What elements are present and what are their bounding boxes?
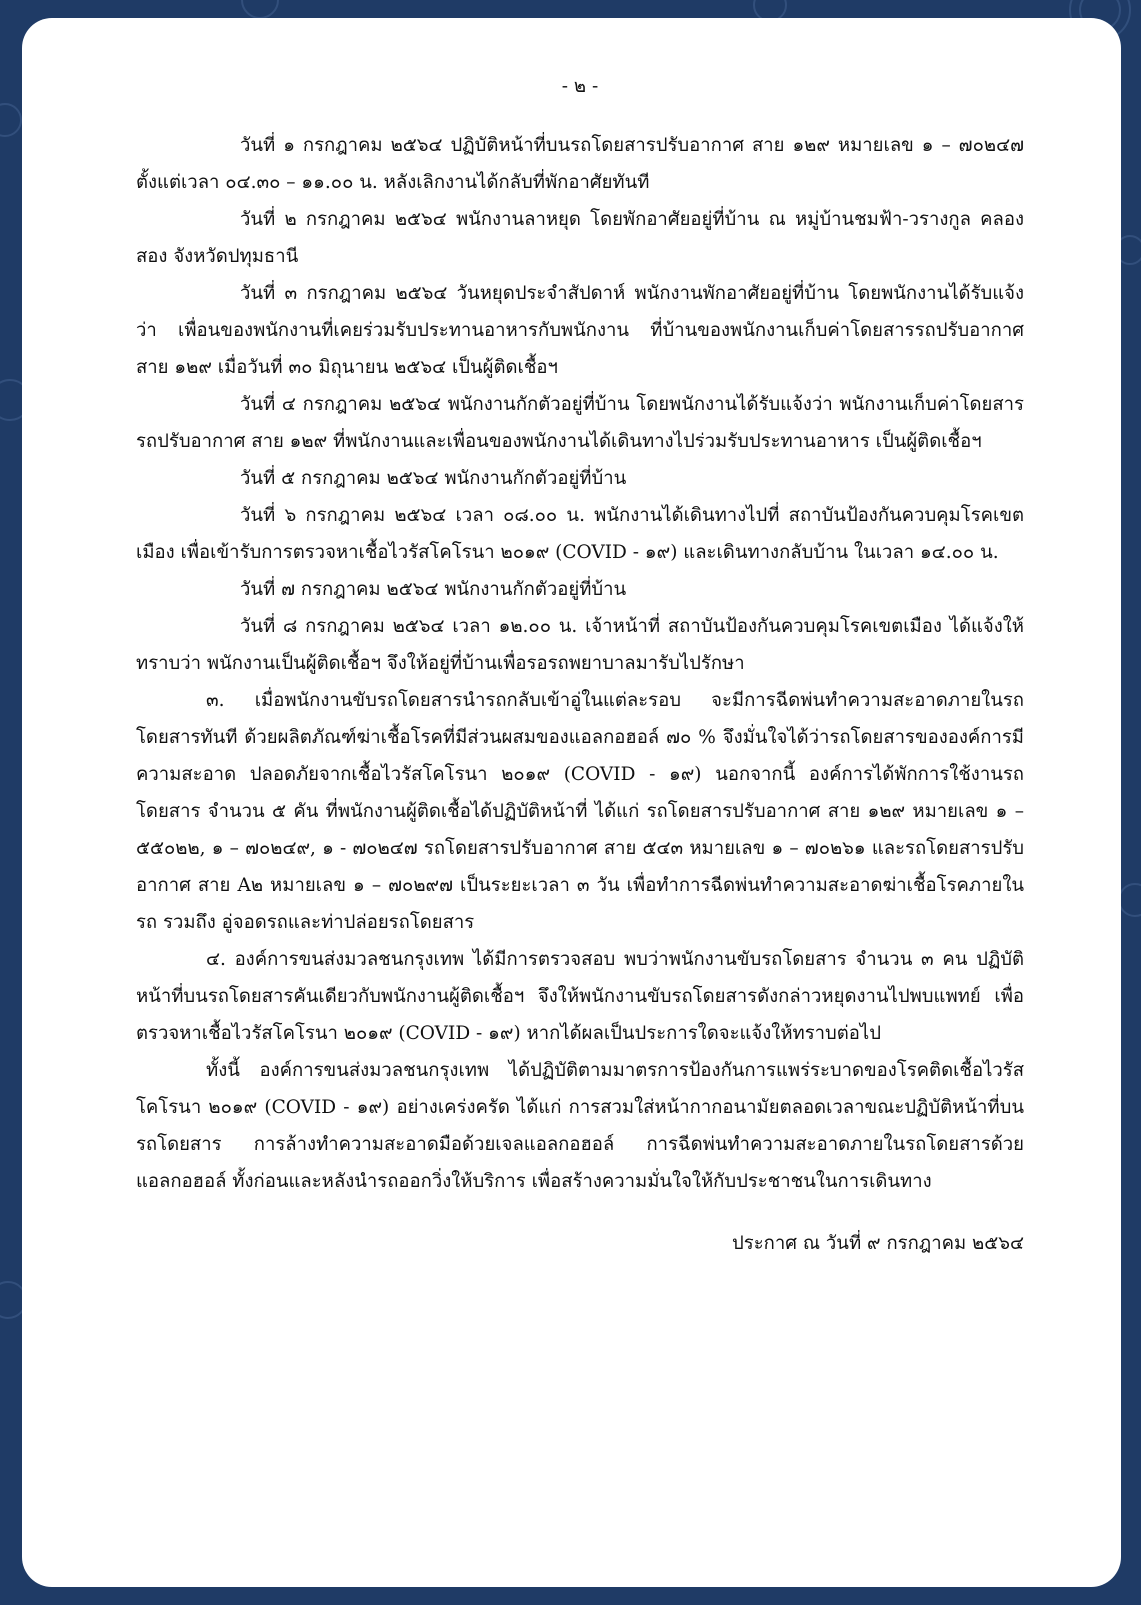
document-body [136,68,1024,1262]
timeline-entry-7: วันที่ ๗ กรกฎาคม ๒๕๖๔ พนักงานกักตัวอยู่ที่บ้าน [240,579,627,600]
timeline-entry-5: วันที่ ๕ กรกฎาคม ๒๕๖๔ พนักงานกักตัวอยู่ที่บ้าน [240,468,627,489]
announcement-date: ประกาศ ณ วันที่ ๙ กรกฎาคม ๒๕๖๔ [732,1233,1024,1254]
document-page [22,18,1121,1587]
timeline-entry-4: วันที่ ๔ กรกฎาคม ๒๕๖๔ พนักงานกักตัวอยู่ที่บ้าน โดยพนักงานได้รับแจ้งว่า พนักงานเก็บค่าโดยสารรถปรับอากาศ สาย ๑๒๙ ที่พนักงานและเพื่อนของพนักงานได้เดินทางไปร่วมรับประทานอาหาร เป็นผู้ติดเชื้อฯ [136,394,1024,452]
timeline-entry-8: วันที่ ๘ กรกฎาคม ๒๕๖๔ เวลา ๑๒.๐๐ น. เจ้าหน้าที่ สถาบันป้องกันควบคุมโรคเขตเมือง ได้แจ้งให้ทราบว่า พนักงานเป็นผู้ติดเชื้อฯ จึงให้อยู่ที่บ้านเพื่อรอรถพยาบาลมารับไปรักษา [136,616,1024,674]
page-number: - ๒ - [561,76,599,97]
timeline-entry-6: วันที่ ๖ กรกฎาคม ๒๕๖๔ เวลา ๐๘.๐๐ น. พนักงานได้เดินทางไปที่ สถาบันป้องกันควบคุมโรคเขตเมือง เพื่อเข้ารับการตรวจหาเชื้อไวรัสโคโรนา ๒๐๑๙ (COVID - ๑๙) และเดินทางกลับบ้าน ในเวลา ๑๔.๐๐ น. [136,505,1024,563]
timeline-entry-2: วันที่ ๒ กรกฎาคม ๒๕๖๔ พนักงานลาหยุด โดยพักอาศัยอยู่ที่บ้าน ณ หมู่บ้านชมฟ้า-วรางกูล คลองสอง จังหวัดปทุมธานี [136,209,1024,267]
numbered-item-3: ๓. เมื่อพนักงานขับรถโดยสารนำรถกลับเข้าอู่ในแต่ละรอบ จะมีการฉีดพ่นทำความสะอาดภายในรถโดยสารทันที ด้วยผลิตภัณฑ์ฆ่าเชื้อโรคที่มีส่วนผสมของแอลกอฮอล์ ๗๐ % จึงมั่นใจได้ว่ารถโดยสารขององค์การมีความสะอาด ปลอดภัยจากเชื้อไวรัสโคโรนา ๒๐๑๙ (COVID - ๑๙) นอกจากนี้ องค์การได้พักการใช้งานรถโดยสาร จำนวน ๕ คัน ที่พนักงานผู้ติดเชื้อได้ปฏิบัติหน้าที่ ได้แก่ รถโดยสารปรับอากาศ สาย ๑๒๙ หมายเลข ๑ – ๕๕๐๒๒, ๑ – ๗๐๒๔๙, ๑ - ๗๐๒๔๗ รถโดยสารปรับอากาศ สาย ๕๔๓ หมายเลข ๑ – ๗๐๒๖๑ และรถโดยสารปรับอากาศ สาย A๒ หมายเลข ๑ – ๗๐๒๙๗ เป็นระยะเวลา ๓ วัน เพื่อทำการฉีดพ่นทำความสะอาดฆ่าเชื้อโรคภายในรถ รวมถึง อู่จอดรถและท่าปล่อยรถโดยสาร [136,690,1024,933]
numbered-item-4: ๔. องค์การขนส่งมวลชนกรุงเทพ ได้มีการตรวจสอบ พบว่าพนักงานขับรถโดยสาร จำนวน ๓ คน ปฏิบัติหน้าที่บนรถโดยสารคันเดียวกับพนักงานผู้ติดเชื้อฯ จึงให้พนักงานขับรถโดยสารดังกล่าวหยุดงานไปพบแพทย์ เพื่อตรวจหาเชื้อไวรัสโคโรนา ๒๐๑๙ (COVID - ๑๙) หากได้ผลเป็นประการใดจะแจ้งให้ทราบต่อไป [136,949,1024,1044]
conclusion-paragraph: ทั้งนี้ องค์การขนส่งมวลชนกรุงเทพ ได้ปฏิบัติตามมาตรการป้องกันการแพร่ระบาดของโรคติดเชื้อไวรัสโคโรนา ๒๐๑๙ (COVID - ๑๙) อย่างเคร่งครัด ได้แก่ การสวมใส่หน้ากากอนามัยตลอดเวลาขณะปฏิบัติหน้าที่บนรถโดยสาร การล้างทำความสะอาดมือด้วยเจลแอลกอฮอล์ การฉีดพ่นทำความสะอาดภายในรถโดยสารด้วยแอลกอฮอล์ ทั้งก่อนและหลังนำรถออกวิ่งให้บริการ เพื่อสร้างความมั่นใจให้กับประชาชนในการเดินทาง [136,1060,1024,1192]
timeline-entry-1: วันที่ ๑ กรกฎาคม ๒๕๖๔ ปฏิบัติหน้าที่บนรถโดยสารปรับอากาศ สาย ๑๒๙ หมายเลข ๑ – ๗๐๒๔๗ ตั้งแต่เวลา ๐๔.๓๐ – ๑๑.๐๐ น. หลังเลิกงานได้กลับที่พักอาศัยทันที [136,135,1024,193]
timeline-entry-3: วันที่ ๓ กรกฎาคม ๒๕๖๔ วันหยุดประจำสัปดาห์ พนักงานพักอาศัยอยู่ที่บ้าน โดยพนักงานได้รับแจ้งว่า เพื่อนของพนักงานที่เคยร่วมรับประทานอาหารกับพนักงาน ที่บ้านของพนักงานเก็บค่าโดยสารรถปรับอากาศ สาย ๑๒๙ เมื่อวันที่ ๓๐ มิถุนายน ๒๕๖๔ เป็นผู้ติดเชื้อฯ [136,283,1024,378]
